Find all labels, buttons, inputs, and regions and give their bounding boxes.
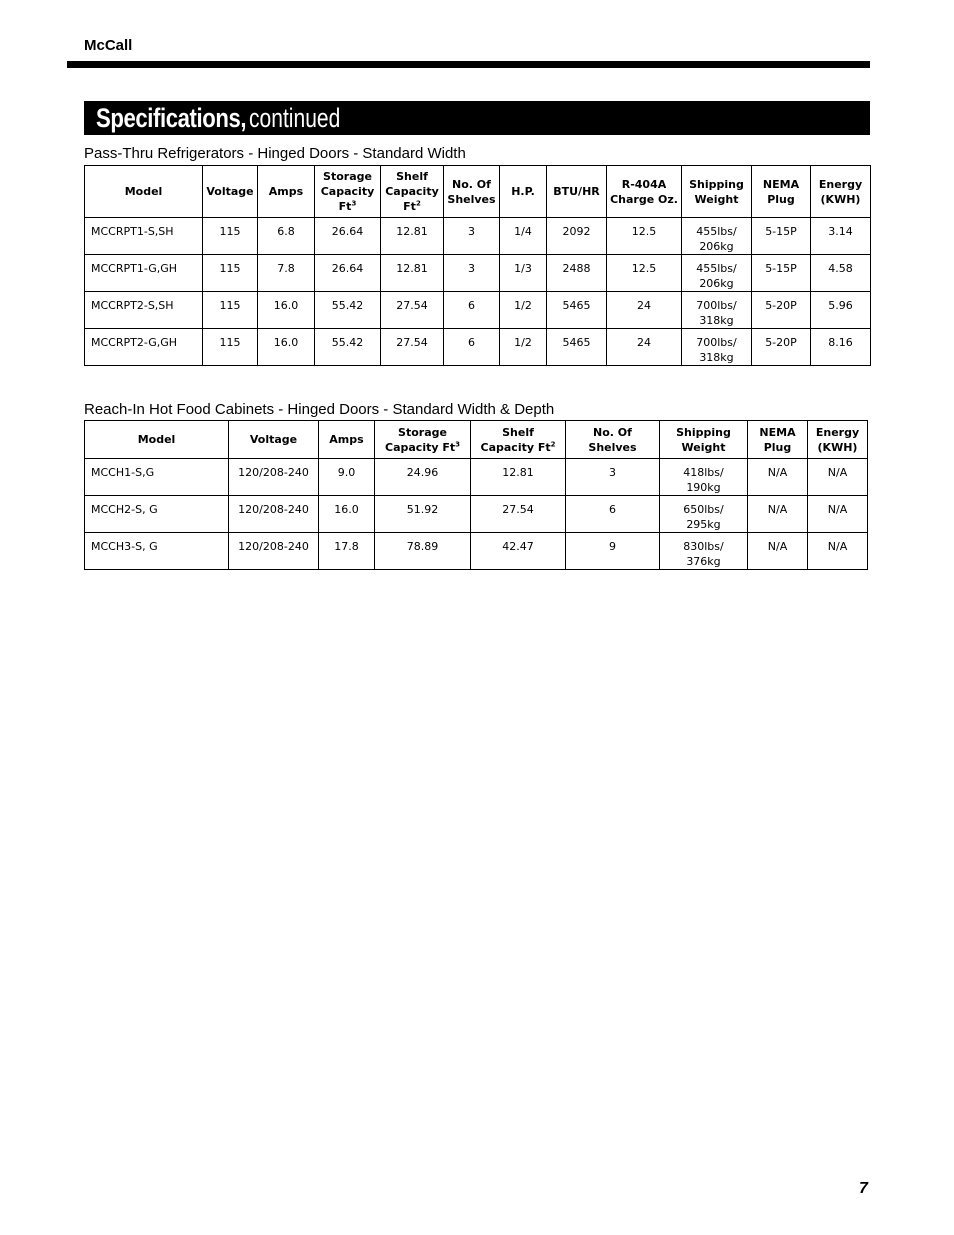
cell-btu: 2092 <box>547 218 607 255</box>
cell-hp: 1/2 <box>500 329 547 366</box>
cell-weight: 830lbs/ 376kg <box>660 533 748 570</box>
cell-nema: 5-15P <box>752 255 811 292</box>
col-header: NEMA Plug <box>748 421 808 459</box>
cell-charge: 12.5 <box>607 255 682 292</box>
page-title-banner <box>84 101 870 135</box>
cell-hp: 1/2 <box>500 292 547 329</box>
cell-energy: 8.16 <box>811 329 871 366</box>
cell-charge: 12.5 <box>607 218 682 255</box>
cell-energy: 5.96 <box>811 292 871 329</box>
cell-shelves: 3 <box>444 218 500 255</box>
cell-charge: 24 <box>607 292 682 329</box>
cell-voltage: 115 <box>203 255 258 292</box>
cell-model: MCCRPT2-G,GH <box>85 329 203 366</box>
cell-nema: 5-15P <box>752 218 811 255</box>
cell-btu: 2488 <box>547 255 607 292</box>
cell-amps: 16.0 <box>319 496 375 533</box>
cell-model: MCCH3-S, G <box>85 533 229 570</box>
cell-voltage: 115 <box>203 218 258 255</box>
table-row <box>85 496 868 533</box>
col-header: Shipping Weight <box>660 421 748 459</box>
col-header: R-404A Charge Oz. <box>607 166 682 218</box>
col-header: Voltage <box>203 166 258 218</box>
page-title: Specifications, <box>96 102 247 133</box>
col-header: Energy (KWH) <box>811 166 871 218</box>
cell-shelves: 9 <box>566 533 660 570</box>
cell-shelves: 3 <box>566 459 660 496</box>
cell-nema: N/A <box>748 459 808 496</box>
cell-hp: 1/4 <box>500 218 547 255</box>
cell-nema: 5-20P <box>752 329 811 366</box>
table-row <box>85 459 868 496</box>
cell-storage: 55.42 <box>315 292 381 329</box>
table-header-row <box>85 421 868 459</box>
cell-hp: 1/3 <box>500 255 547 292</box>
cell-storage: 26.64 <box>315 218 381 255</box>
cell-shelf: 27.54 <box>381 292 444 329</box>
cell-shelf: 12.81 <box>381 255 444 292</box>
cell-storage: 24.96 <box>375 459 471 496</box>
col-header: Shelf Capacity Ft$^2$ <box>381 166 444 218</box>
cell-weight: 455lbs/ 206kg <box>682 218 752 255</box>
col-header: Energy (KWH) <box>808 421 868 459</box>
pass-thru-spec-table <box>84 165 871 366</box>
cell-amps: 9.0 <box>319 459 375 496</box>
cell-weight: 455lbs/ 206kg <box>682 255 752 292</box>
cell-model: MCCRPT2-S,SH <box>85 292 203 329</box>
section-title-hot-food: Reach-In Hot Food Cabinets - Hinged Doors - Standard Width & Depth <box>84 401 555 418</box>
cell-weight: 700lbs/ 318kg <box>682 292 752 329</box>
table-row <box>85 218 871 255</box>
cell-amps: 16.0 <box>258 292 315 329</box>
cell-amps: 17.8 <box>319 533 375 570</box>
col-header: Amps <box>319 421 375 459</box>
cell-amps: 7.8 <box>258 255 315 292</box>
cell-shelf: 27.54 <box>381 329 444 366</box>
cell-storage: 55.42 <box>315 329 381 366</box>
cell-weight: 418lbs/ 190kg <box>660 459 748 496</box>
cell-voltage: 120/208-240 <box>229 533 319 570</box>
col-header: Shelf Capacity Ft$^2$ <box>471 421 566 459</box>
cell-model: MCCH2-S, G <box>85 496 229 533</box>
col-header: NEMA Plug <box>752 166 811 218</box>
col-header: No. Of Shelves <box>444 166 500 218</box>
cell-voltage: 115 <box>203 292 258 329</box>
cell-model: MCCRPT1-G,GH <box>85 255 203 292</box>
page-title-continued: continued <box>249 102 341 133</box>
cell-shelves: 6 <box>444 329 500 366</box>
hot-food-spec-table <box>84 420 868 570</box>
cell-nema: N/A <box>748 533 808 570</box>
cell-voltage: 115 <box>203 329 258 366</box>
cell-shelf: 12.81 <box>471 459 566 496</box>
cell-btu: 5465 <box>547 292 607 329</box>
table-row <box>85 533 868 570</box>
cell-shelf: 27.54 <box>471 496 566 533</box>
cell-energy: N/A <box>808 459 868 496</box>
cell-storage: 26.64 <box>315 255 381 292</box>
col-header: Storage Capacity Ft$^3$ <box>315 166 381 218</box>
col-header: Voltage <box>229 421 319 459</box>
cell-nema: 5-20P <box>752 292 811 329</box>
cell-weight: 650lbs/ 295kg <box>660 496 748 533</box>
cell-nema: N/A <box>748 496 808 533</box>
cell-model: MCCRPT1-S,SH <box>85 218 203 255</box>
cell-storage: 51.92 <box>375 496 471 533</box>
cell-weight: 700lbs/ 318kg <box>682 329 752 366</box>
cell-energy: 3.14 <box>811 218 871 255</box>
table-header-row <box>85 166 871 218</box>
col-header: Shipping Weight <box>682 166 752 218</box>
col-header: Amps <box>258 166 315 218</box>
table-row <box>85 255 871 292</box>
cell-amps: 16.0 <box>258 329 315 366</box>
header-rule <box>67 61 870 68</box>
cell-voltage: 120/208-240 <box>229 496 319 533</box>
col-header: Model <box>85 166 203 218</box>
cell-voltage: 120/208-240 <box>229 459 319 496</box>
cell-shelf: 42.47 <box>471 533 566 570</box>
cell-storage: 78.89 <box>375 533 471 570</box>
col-header: Model <box>85 421 229 459</box>
col-header: Storage Capacity Ft$^3$ <box>375 421 471 459</box>
table-row <box>85 329 871 366</box>
page-number: 7 <box>859 1180 868 1197</box>
cell-shelves: 6 <box>566 496 660 533</box>
cell-shelf: 12.81 <box>381 218 444 255</box>
section-title-pass-thru: Pass-Thru Refrigerators - Hinged Doors - Standard Width <box>84 145 466 162</box>
col-header: BTU/HR <box>547 166 607 218</box>
cell-energy: 4.58 <box>811 255 871 292</box>
col-header: H.P. <box>500 166 547 218</box>
cell-amps: 6.8 <box>258 218 315 255</box>
cell-energy: N/A <box>808 533 868 570</box>
cell-shelves: 3 <box>444 255 500 292</box>
cell-charge: 24 <box>607 329 682 366</box>
cell-energy: N/A <box>808 496 868 533</box>
table-row <box>85 292 871 329</box>
col-header: No. Of Shelves <box>566 421 660 459</box>
cell-model: MCCH1-S,G <box>85 459 229 496</box>
cell-btu: 5465 <box>547 329 607 366</box>
brand-name: McCall <box>84 37 133 54</box>
cell-shelves: 6 <box>444 292 500 329</box>
